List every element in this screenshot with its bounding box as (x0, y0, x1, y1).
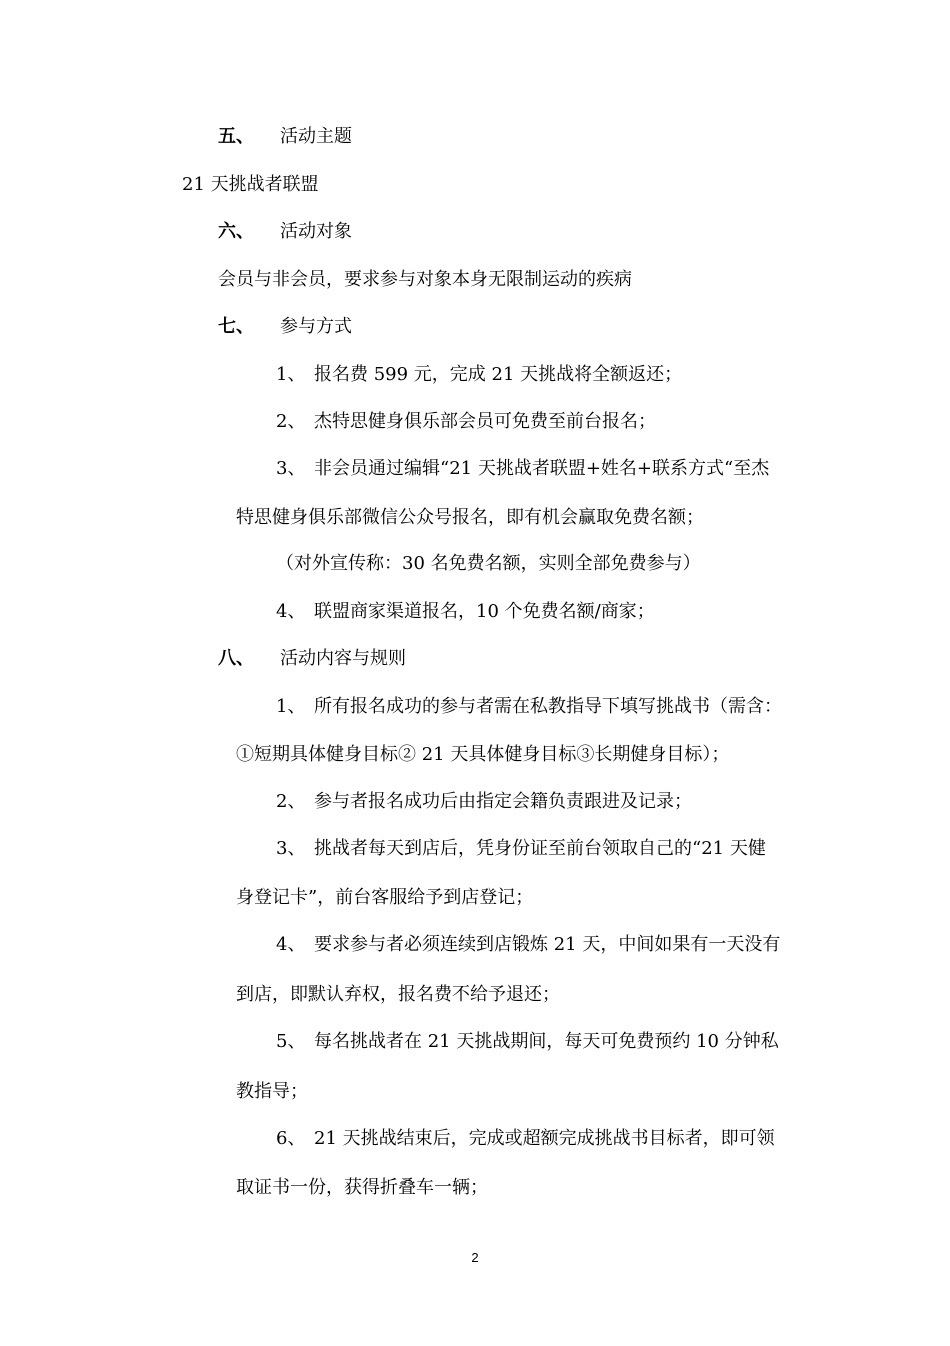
item-number: 5、 (276, 1031, 306, 1052)
section-number: 五、 (218, 126, 254, 147)
rule-item-5 (276, 1030, 779, 1054)
item-number: 1、 (276, 364, 306, 385)
item-number: 4、 (276, 934, 306, 955)
item-text: 非会员通过编辑“21 天挑战者联盟+姓名+联系方式“至杰 (314, 458, 770, 479)
section-number: 八、 (218, 648, 254, 669)
rule-item-2 (276, 790, 692, 814)
item-text: 所有报名成功的参与者需在私教指导下填写挑战书（需含： (314, 696, 782, 717)
item-number: 1、 (276, 696, 306, 717)
rule-item-4 (276, 933, 780, 957)
theme-text: 21 天挑战者联盟 (182, 174, 319, 195)
item-text: 参与者报名成功后由指定会籍负责跟进及记录； (314, 791, 692, 812)
participation-item-2 (276, 410, 656, 434)
rule-item-3-continued: 身登记卡”，前台客服给予到店登记； (236, 887, 534, 908)
section-number: 六、 (218, 221, 254, 242)
item-text: 杰特思健身俱乐部会员可免费至前台报名； (314, 411, 656, 432)
item-number: 2、 (276, 411, 306, 432)
item-text: 21 天挑战结束后，完成或超额完成挑战书目标者，即可领 (314, 1128, 775, 1149)
item-number: 3、 (276, 838, 306, 859)
item-number: 3、 (276, 458, 306, 479)
section-8-heading (218, 647, 406, 671)
rule-item-3 (276, 837, 766, 861)
rule-item-6 (276, 1127, 775, 1151)
section-number: 七、 (218, 316, 254, 337)
item-number: 6、 (276, 1128, 306, 1149)
item-text: 要求参与者必须连续到店锻炼 21 天，中间如果有一天没有 (314, 934, 781, 955)
rule-item-1 (276, 695, 782, 719)
participation-item-3-continued: 特思健身俱乐部微信公众号报名，即有机会赢取免费名额； (236, 507, 704, 528)
target-text: 会员与非会员，要求参与对象本身无限制运动的疾病 (218, 269, 632, 290)
item-text: 每名挑战者在 21 天挑战期间，每天可免费预约 10 分钟私 (314, 1031, 779, 1052)
section-title: 活动主题 (280, 126, 352, 147)
section-5-heading (218, 125, 352, 149)
item-text: 报名费 599 元，完成 21 天挑战将全额返还； (314, 364, 683, 385)
participation-note: （对外宣传称：30 名免费名额，实则全部免费参与） (276, 553, 701, 574)
section-6-heading (218, 220, 352, 244)
item-text: 联盟商家渠道报名，10 个免费名额/商家； (314, 601, 655, 622)
section-7-heading (218, 315, 352, 339)
item-number: 2、 (276, 791, 306, 812)
rule-item-4-continued: 到店，即默认弃权，报名费不给予退还； (236, 984, 560, 1005)
participation-item-1 (276, 363, 682, 387)
participation-item-3 (276, 457, 769, 481)
section-title: 活动内容与规则 (280, 648, 406, 669)
rule-item-5-continued: 教指导； (236, 1081, 308, 1102)
item-text: 挑战者每天到店后，凭身份证至前台领取自己的“21 天健 (314, 838, 766, 859)
participation-item-4 (276, 600, 655, 624)
section-title: 参与方式 (280, 316, 352, 337)
item-number: 4、 (276, 601, 306, 622)
section-title: 活动对象 (280, 221, 352, 242)
page-number: 2 (471, 1250, 479, 1265)
rule-item-1-continued: ①短期具体健身目标② 21 天具体健身目标③长期健身目标）； (236, 744, 730, 765)
rule-item-6-continued: 取证书一份，获得折叠车一辆； (236, 1177, 488, 1198)
